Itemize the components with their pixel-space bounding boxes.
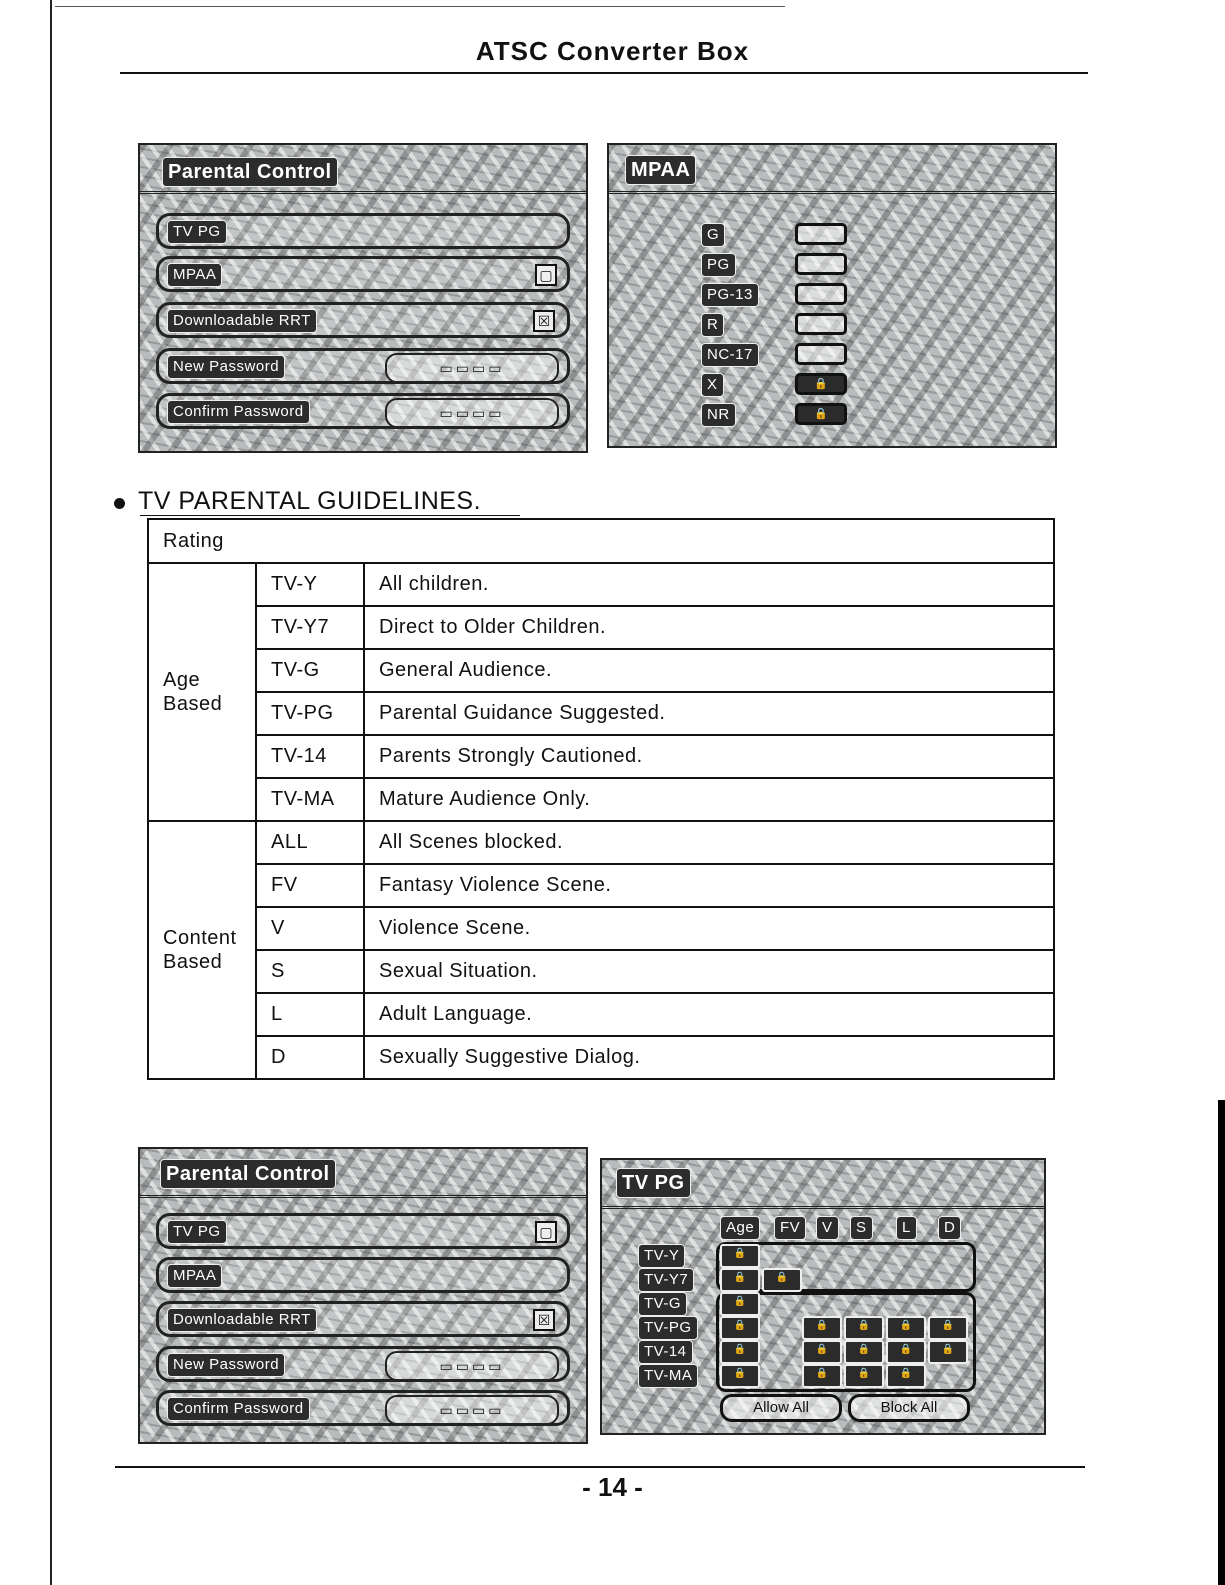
table-row bbox=[148, 606, 1054, 649]
lock-tv14-d[interactable]: 🔒 bbox=[928, 1340, 968, 1364]
lock-tvma-l[interactable]: 🔒 bbox=[886, 1364, 926, 1388]
rating-code: V bbox=[256, 907, 364, 950]
lock-tv14-age[interactable]: 🔒 bbox=[720, 1340, 760, 1364]
screen-title: Parental Control bbox=[162, 157, 338, 187]
submenu-icon: ▢ bbox=[535, 1221, 557, 1243]
new-password-field[interactable]: ▭▭▭▭ bbox=[385, 1351, 559, 1381]
column-header-age: Age bbox=[720, 1216, 760, 1240]
parental-control-screen-top bbox=[138, 143, 588, 453]
row-label-tvg: TV-G bbox=[638, 1292, 687, 1316]
rating-header: Rating bbox=[148, 519, 1054, 563]
mpaa-toggle-x[interactable] bbox=[795, 373, 847, 395]
lock-tvpg-age[interactable]: 🔒 bbox=[720, 1316, 760, 1340]
submenu-icon: ▢ bbox=[535, 264, 557, 286]
rating-code: D bbox=[256, 1036, 364, 1079]
menu-item-tvpg[interactable] bbox=[156, 213, 570, 249]
lock-tvg-age[interactable]: 🔒 bbox=[720, 1292, 760, 1316]
lock-icon: 🔒 bbox=[814, 378, 828, 390]
lock-tvpg-s[interactable]: 🔒 bbox=[844, 1316, 884, 1340]
screen-title: Parental Control bbox=[160, 1159, 336, 1189]
lock-tvma-s[interactable]: 🔒 bbox=[844, 1364, 884, 1388]
screen-header bbox=[140, 1149, 586, 1198]
menu-item-label: Confirm Password bbox=[167, 1397, 310, 1421]
mpaa-toggle-g[interactable] bbox=[795, 223, 847, 245]
rating-code: TV-14 bbox=[256, 735, 364, 778]
menu-item-confirm-password[interactable] bbox=[156, 393, 570, 429]
block-all-button[interactable]: Block All bbox=[848, 1394, 970, 1422]
menu-item-label: TV PG bbox=[167, 220, 227, 244]
confirm-password-field[interactable]: ▭▭▭▭ bbox=[385, 1395, 559, 1425]
lock-tvma-age[interactable]: 🔒 bbox=[720, 1364, 760, 1388]
lock-icon: 🔒 bbox=[814, 408, 828, 420]
table-row bbox=[148, 864, 1054, 907]
screen-header bbox=[140, 145, 586, 194]
mpaa-rating-x: X bbox=[701, 373, 724, 397]
lock-tv14-s[interactable]: 🔒 bbox=[844, 1340, 884, 1364]
menu-item-label: New Password bbox=[167, 1353, 285, 1377]
column-header-l: L bbox=[896, 1216, 917, 1240]
guidelines-heading: TV PARENTAL GUIDELINES. bbox=[138, 487, 482, 515]
screen-header bbox=[609, 145, 1055, 194]
mpaa-rating-r: R bbox=[701, 313, 724, 337]
parental-control-screen-bottom bbox=[138, 1147, 588, 1444]
tvpg-screen bbox=[600, 1158, 1046, 1435]
rating-code: S bbox=[256, 950, 364, 993]
menu-item-new-password[interactable] bbox=[156, 1346, 570, 1382]
rating-description: All children. bbox=[364, 563, 1054, 606]
checkbox-icon[interactable]: ☒ bbox=[533, 1309, 555, 1331]
lock-tvpg-v[interactable]: 🔒 bbox=[802, 1316, 842, 1340]
column-header-s: S bbox=[850, 1216, 873, 1240]
lock-tvpg-l[interactable]: 🔒 bbox=[886, 1316, 926, 1340]
rating-description: Mature Audience Only. bbox=[364, 778, 1054, 821]
lock-tvy7-age[interactable]: 🔒 bbox=[720, 1268, 760, 1292]
mpaa-rating-nr: NR bbox=[701, 403, 736, 427]
mpaa-toggle-nc17[interactable] bbox=[795, 343, 847, 365]
rating-description: Parental Guidance Suggested. bbox=[364, 692, 1054, 735]
mpaa-rating-pg: PG bbox=[701, 253, 736, 277]
menu-item-mpaa[interactable] bbox=[156, 256, 570, 292]
menu-item-label: MPAA bbox=[167, 263, 222, 287]
rating-description: Adult Language. bbox=[364, 993, 1054, 1036]
lock-tvma-v[interactable]: 🔒 bbox=[802, 1364, 842, 1388]
menu-item-downloadable-rrt[interactable] bbox=[156, 302, 570, 338]
guidelines-table bbox=[147, 518, 1055, 1080]
row-label-tvpg: TV-PG bbox=[638, 1316, 698, 1340]
scan-edge-line bbox=[55, 6, 785, 7]
lock-tvpg-d[interactable]: 🔒 bbox=[928, 1316, 968, 1340]
heading-underline bbox=[140, 515, 520, 516]
lock-tvy-age[interactable]: 🔒 bbox=[720, 1244, 760, 1268]
table-row bbox=[148, 519, 1054, 563]
menu-item-label: Downloadable RRT bbox=[167, 1308, 317, 1332]
column-header-fv: FV bbox=[774, 1216, 806, 1240]
confirm-password-field[interactable]: ▭▭▭▭ bbox=[385, 398, 559, 428]
mpaa-rating-nc17: NC-17 bbox=[701, 343, 759, 367]
page-number: - 14 - bbox=[582, 1472, 643, 1502]
mpaa-rating-pg13: PG-13 bbox=[701, 283, 759, 307]
rating-description: General Audience. bbox=[364, 649, 1054, 692]
row-label-tvy: TV-Y bbox=[638, 1244, 685, 1268]
rating-code: TV-Y bbox=[256, 563, 364, 606]
table-row bbox=[148, 778, 1054, 821]
menu-item-label: Confirm Password bbox=[167, 400, 310, 424]
header-rule bbox=[120, 72, 1088, 74]
rating-code: TV-PG bbox=[256, 692, 364, 735]
lock-tv14-l[interactable]: 🔒 bbox=[886, 1340, 926, 1364]
menu-item-label: MPAA bbox=[167, 1264, 222, 1288]
checkbox-icon[interactable]: ☒ bbox=[533, 310, 555, 332]
column-header-d: D bbox=[938, 1216, 961, 1240]
rating-code: TV-Y7 bbox=[256, 606, 364, 649]
mpaa-toggle-pg[interactable] bbox=[795, 253, 847, 275]
table-row bbox=[148, 993, 1054, 1036]
footer-rule bbox=[115, 1466, 1085, 1468]
menu-item-confirm-password[interactable] bbox=[156, 1390, 570, 1426]
menu-item-tvpg[interactable] bbox=[156, 1213, 570, 1249]
rating-description: Direct to Older Children. bbox=[364, 606, 1054, 649]
rating-code: ALL bbox=[256, 821, 364, 864]
rating-code: FV bbox=[256, 864, 364, 907]
page-edge-bar bbox=[1218, 1100, 1225, 1585]
allow-all-button[interactable]: Allow All bbox=[720, 1394, 842, 1422]
screen-title: TV PG bbox=[616, 1168, 691, 1198]
new-password-field[interactable]: ▭▭▭▭ bbox=[385, 353, 559, 383]
bullet-icon bbox=[114, 498, 125, 509]
table-row bbox=[148, 821, 1054, 864]
rating-description: Parents Strongly Cautioned. bbox=[364, 735, 1054, 778]
lock-tv14-v[interactable]: 🔒 bbox=[802, 1340, 842, 1364]
screen-title: MPAA bbox=[625, 155, 696, 185]
mpaa-toggle-pg13[interactable] bbox=[795, 283, 847, 305]
screen-header bbox=[602, 1160, 1044, 1209]
table-row bbox=[148, 735, 1054, 778]
content-based-group: Content Based bbox=[148, 821, 256, 1079]
mpaa-toggle-r[interactable] bbox=[795, 313, 847, 335]
rating-code: TV-MA bbox=[256, 778, 364, 821]
row-label-tvy7: TV-Y7 bbox=[638, 1268, 694, 1292]
mpaa-rating-g: G bbox=[701, 223, 725, 247]
table-row bbox=[148, 692, 1054, 735]
rating-description: Violence Scene. bbox=[364, 907, 1054, 950]
mpaa-toggle-nr[interactable] bbox=[795, 403, 847, 425]
rating-code: L bbox=[256, 993, 364, 1036]
row-label-tv14: TV-14 bbox=[638, 1340, 693, 1364]
table-row bbox=[148, 950, 1054, 993]
age-based-group: Age Based bbox=[148, 563, 256, 821]
menu-item-mpaa[interactable] bbox=[156, 1257, 570, 1293]
rating-description: Fantasy Violence Scene. bbox=[364, 864, 1054, 907]
lock-tvy7-fv[interactable]: 🔒 bbox=[762, 1268, 802, 1292]
mpaa-screen bbox=[607, 143, 1057, 448]
rating-description: Sexually Suggestive Dialog. bbox=[364, 1036, 1054, 1079]
page-margin-line bbox=[50, 0, 52, 1585]
menu-item-downloadable-rrt[interactable] bbox=[156, 1301, 570, 1337]
table-row bbox=[148, 563, 1054, 606]
menu-item-label: TV PG bbox=[167, 1220, 227, 1244]
rating-description: Sexual Situation. bbox=[364, 950, 1054, 993]
page-header-title: ATSC Converter Box bbox=[475, 36, 750, 66]
menu-item-label: New Password bbox=[167, 355, 285, 379]
table-row bbox=[148, 907, 1054, 950]
column-header-v: V bbox=[816, 1216, 839, 1240]
table-row bbox=[148, 1036, 1054, 1079]
table-row bbox=[148, 649, 1054, 692]
menu-item-label: Downloadable RRT bbox=[167, 309, 317, 333]
rating-description: All Scenes blocked. bbox=[364, 821, 1054, 864]
menu-item-new-password[interactable] bbox=[156, 348, 570, 384]
rating-code: TV-G bbox=[256, 649, 364, 692]
row-label-tvma: TV-MA bbox=[638, 1364, 698, 1388]
